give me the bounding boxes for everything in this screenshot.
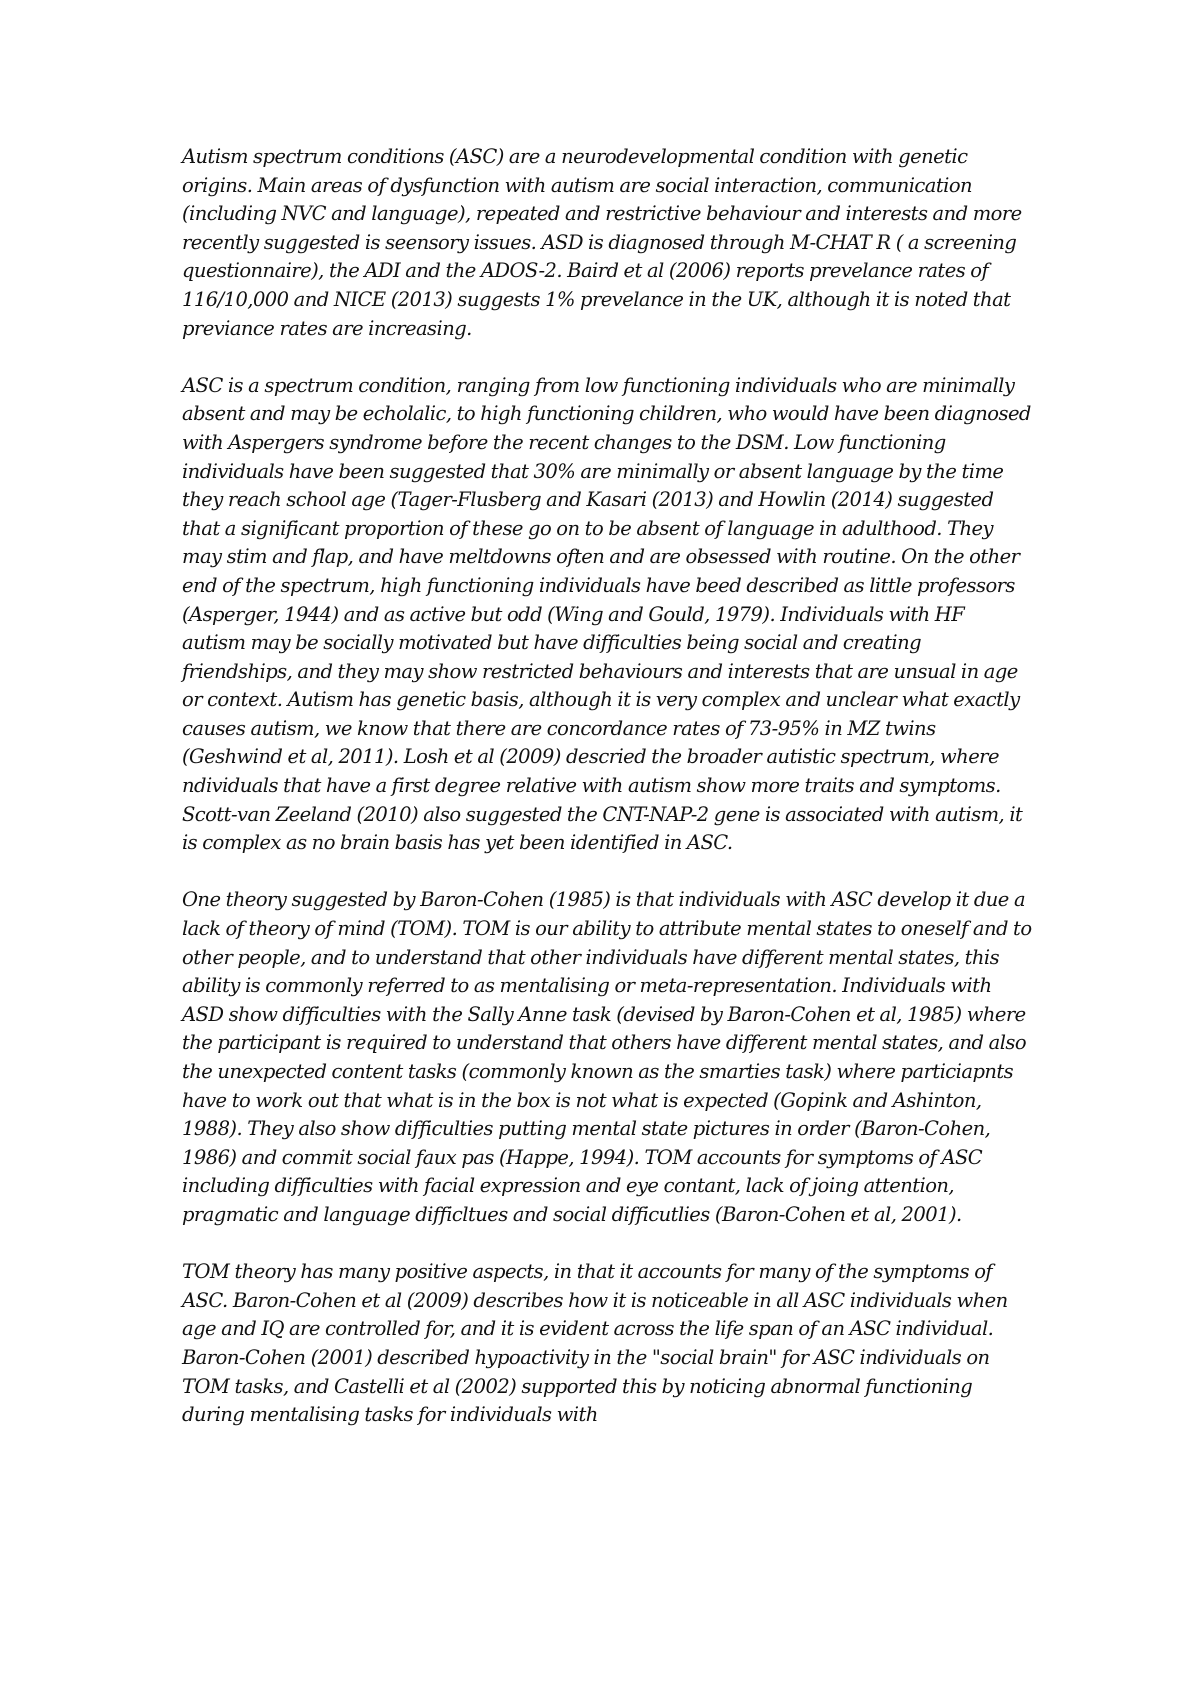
paragraph-theory-of-mind: One theory suggested by Baron-Cohen (1985) is that individuals with ASC develop it due a lack of theory of mind (TOM). TOM is our ability to attribute mental states to oneself and to other people, and to understand that other individuals have different mental states, this ability is commonly referred to as mentalising or meta-representation. Individuals with ASD show difficulties with the Sally Anne task (devised by Baron-Cohen et al, 1985) where the participant is required to understand that others have different mental states, and also the unexpected content tasks (commonly known as the smarties task) where particiapnts have to work out that what is in the box is not what is expected (Gopink and Ashinton, 1988). They also show difficulties putting mental state pictures in order (Baron-Cohen, 1986) and commit social faux pas (Happe, 1994). TOM accounts for symptoms of ASC including difficulties with facial expression and eye contant, lack of joing attention, pragmatic and language difficltues and social difficutlies (Baron-Cohen et al, 2001).: [182, 888, 1032, 1226]
paragraph-introduction: Autism spectrum conditions (ASC) are a neurodevelopmental condition with genetic origins. Main areas of dysfunction with autism are social interaction, communication (including NVC and language), repeated and restrictive behaviour and interests and more recently suggested is seensory issues. ASD is diagnosed through M-CHAT R ( a screening questionnaire), the ADI and the ADOS-2. Baird et al (2006) reports prevelance rates of 116/10,000 and NICE (2013) suggests 1% prevelance in the UK, although it is noted that previance rates are increasing.: [182, 145, 1022, 340]
paragraph-tom-evaluation: TOM theory has many positive aspects, in that it accounts for many of the symptoms of ASC. Baron-Cohen et al (2009) describes how it is noticeable in all ASC individuals when age and IQ are controlled for, and it is evident across the life span of an ASC individual. Baron-Cohen (2001) described hypoactivity in the "social brain" for ASC individuals on TOM tasks, and Castelli et al (2002) supported this by noticing abnormal functioning during mentalising tasks for individuals with: [182, 1260, 1008, 1427]
paragraph-spectrum: ASC is a spectrum condition, ranging from low functioning individuals who are minimally absent and may be echolalic, to high functioning children, who would have been diagnosed with Aspergers syndrome before the recent changes to the DSM. Low functioning individuals have been suggested that 30% are minimally or absent language by the time they reach school age (Tager-Flusberg and Kasari (2013) and Howlin (2014) suggested that a significant proportion of these go on to be absent of language in adulthood. They may stim and flap, and have meltdowns often and are obsessed with routine. On the other end of the spectrum, high functioning individuals have beed described as little professors (Asperger, 1944) and as active but odd (Wing and Gould, 1979). Individuals with HF autism may be socially motivated but have difficulties being social and creating friendships, and they may show restricted behaviours and interests that are unsual in age or context. Autism has genetic basis, although it is very complex and unclear what exactly causes autism, we know that there are concordance rates of 73-95% in MZ twins (Geshwind et al, 2011). Losh et al (2009) descried the broader autistic spectrum, where ndividuals that have a first degree relative with autism show more traits and symptoms. Scott-van Zeeland (2010) also suggested the CNT-NAP-2 gene is associated with autism, it is complex as no brain basis has yet been identified in ASC.: [182, 373, 1031, 855]
body-text: [182, 143, 1032, 1458]
